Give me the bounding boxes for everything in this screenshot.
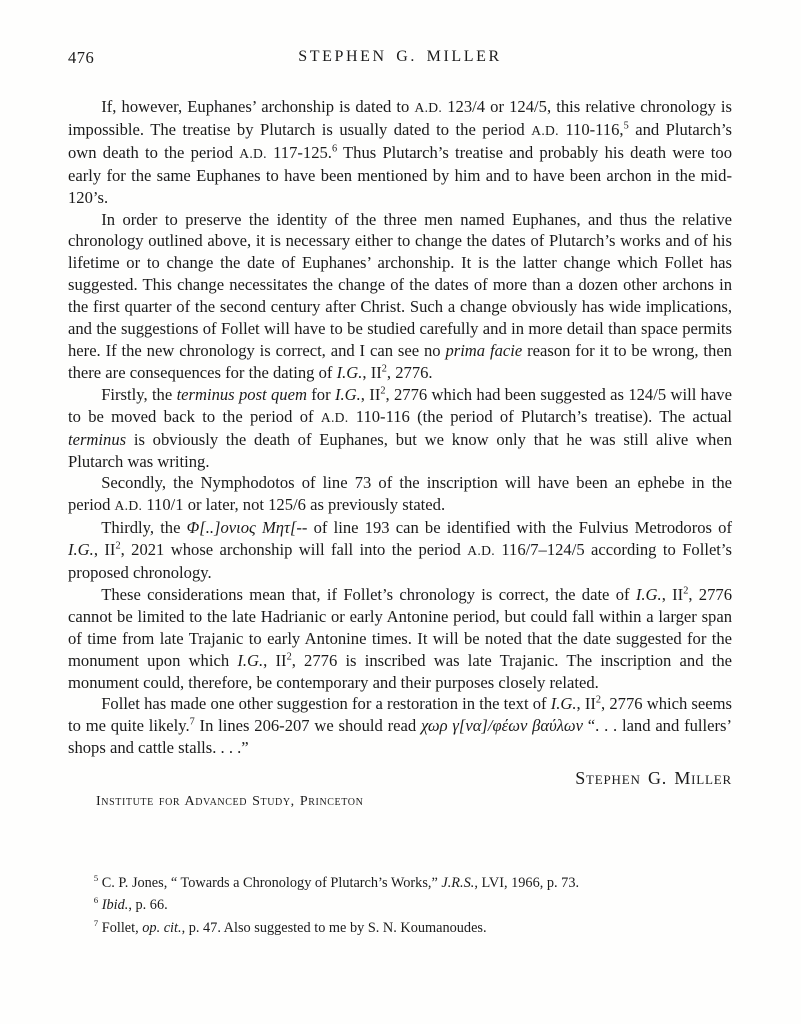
footnote: $^5$ C. P. Jones, “ Towards a Chronology of Plutarch’s Works,” J.R.S., LVI, 1966, p. 73.	[93, 873, 580, 892]
author-affiliation: Institute for Advanced Study, Princeton	[96, 794, 364, 810]
footnote: $^6$ Ibid., p. 66.	[93, 895, 168, 914]
page-header	[68, 48, 732, 70]
article-body	[68, 96, 732, 759]
footnote: $^7$ Follet, op. cit., p. 47. Also suggested to me by S. N. Koumanoudes.	[93, 918, 487, 936]
paragraph: Thirdly, the Φ[..]ονιος Μητ[-- of line 193 can be identified with the Fulvius Metrodoros of I.G., $II^2$, 2021 whose archonship will fall into the period A.D. 116/7–124/5 according to Follet’s proposed chronology.	[68, 518, 732, 583]
paragraph: If, however, Euphanes’ archonship is dated to A.D. 123/4 or 124/5, this relative chronology is impossible. The treatise by Plutarch is usually dated to the period A.D. 110-116,$^5$ and Plutarch’s own death to the period A.D. 117-125.$^6$ Thus Plutarch’s treatise and probably his death were too early for the same Euphanes to have been mentioned by him and to have been archon in the mid-120’s.	[68, 97, 733, 207]
paragraph: Firstly, the terminus post quem for I.G., $II^2$, 2776 which had been suggested as 124/5 will have to be moved back to the period of A.D. 110-116 (the period of Plutarch’s treatise). The actual terminus is obviously the death of Euphanes, but we know only that he was still alive when Plutarch was writing.	[68, 384, 732, 471]
page-number: 476	[68, 48, 95, 67]
running-head: STEPHEN G. MILLER	[298, 48, 502, 65]
paragraph: In order to preserve the identity of the three men named Euphanes, and thus the relative chronology outlined above, it is necessary either to change the dates of Plutarch’s works and of his lifetime or to change the date of Euphanes’ archonship. It is the latter change which Follet has suggested. This change necessitates the change of the dates of more than a dozen other archons in the first quarter of the second century after Christ. Such a change obviously has wide implications, and the suggestions of Follet will have to be studied carefully and in more detail than space permits here. If the new chronology is correct, and I can see no prima facie reason for it to be wrong, then there are consequences for the dating of I.G., $II^2$, 2776.	[68, 209, 732, 382]
footnotes	[68, 872, 732, 939]
paragraph: These considerations mean that, if Follet’s chronology is correct, the date of I.G., $II^2$, 2776 cannot be limited to the late Hadrianic or early Antonine period, but could fall within a larger span of time from late Trajanic to early Antonine times. It will be noted that the date suggested for the monument upon which I.G., $II^2$, 2776 is inscribed was late Trajanic. The inscription and the monument could, therefore, be contemporary and their purposes closely related.	[68, 584, 732, 692]
paragraph: Follet has made one other suggestion for a restoration in the text of I.G., $II^2$, 2776 which seems to me quite likely.$^7$ In lines 206-207 we should read χωρ γ[να]/φέων βαύλων “. . . land and fullers’ shops and cattle stalls. . . .”	[68, 694, 732, 758]
author-signature: Stephen G. Miller	[575, 768, 732, 789]
paragraph: Secondly, the Nymphodotos of line 73 of the inscription will have been an ephebe in the period A.D. 110/1 or later, not 125/6 as previously stated.	[68, 473, 732, 515]
